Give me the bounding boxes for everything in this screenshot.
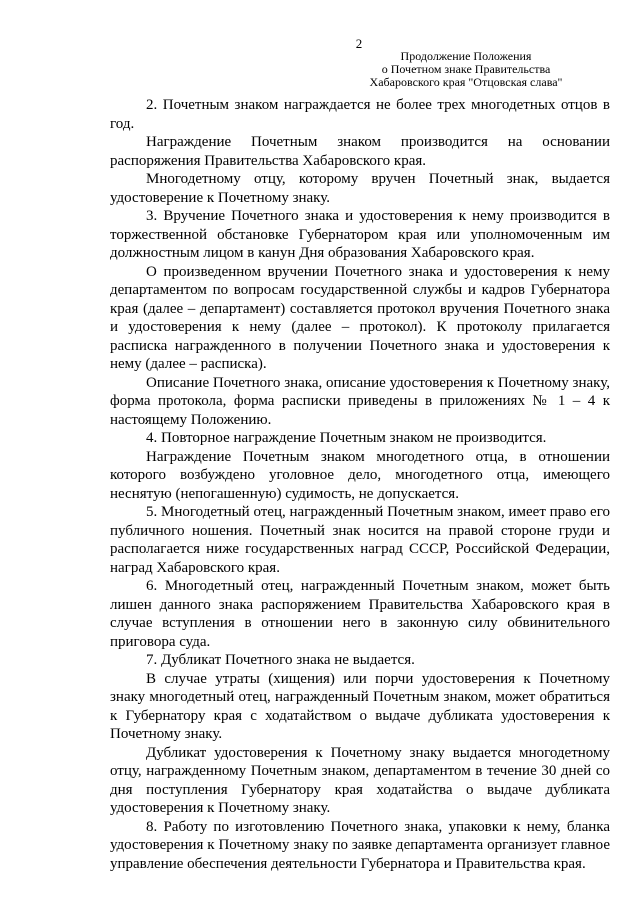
header-line-3: Хабаровского края "Отцовская слава" [369,75,563,89]
paragraph-certificate: Многодетному отцу, которому вручен Почетный знак, выдается удостоверение к Почетному знаку. [110,171,610,206]
header-line-2: о Почетном знаке Правительства [381,62,551,76]
paragraph-5-wearing: 5. Многодетный отец, награжденный Почетным знаком, имеет право его публичного ношения. Почетный знак носится на правой стороне груди и располагается ниже государственных наград СССР, Российской Федерации, наград Хабаровского края. [110,504,610,576]
paragraph-protocol: О произведенном вручении Почетного знака и удостоверения к нему департаментом по вопросам государственной службы и кадров Губернатора края (далее – департамент) составляется протокол вручения Почетного знака и удостоверения к нему (далее – протокол). К протоколу прилагается расписка награжденного в получении Почетного знака и удостоверения к нему (далее – расписка). [110,263,610,372]
header-line-1: Продолжение Положения [400,49,532,63]
paragraph-loss-of-certificate: В случае утраты (хищения) или порчи удостоверения к Почетному знаку многодетный отец, награжденный Почетным знаком, может обратиться к Губернатору края с ходатайством о выдаче дубликата удостоверения к Почетному знаку. [110,670,610,742]
paragraph-6-deprivation: 6. Многодетный отец, награжденный Почетным знаком, может быть лишен данного знака распоряжением Правительства Хабаровского края в случае вступления в отношении него в законную силу обвинительного приговора суда. [110,578,610,650]
paragraph-7-no-duplicate: 7. Дубликат Почетного знака не выдается. [146,652,415,668]
paragraph-4-no-repeat: 4. Повторное награждение Почетным знаком не производится. [146,430,547,446]
paragraph-annexes: Описание Почетного знака, описание удостоверения к Почетному знаку, форма протокола, форма расписки приведены в приложениях № 1 – 4 к настоящему Положению. [110,374,610,428]
paragraph-3-presentation: 3. Вручение Почетного знака и удостоверения к нему производится в торжественной обстановке Губернатором края или уполномоченным им должностным лицом в канун Дня образования Хабаровского края. [110,208,610,261]
paragraph-2-limit: 2. Почетным знаком награждается не более трех многодетных отцов в год. [110,97,610,132]
document-header [330,50,602,89]
paragraph-criminal-restriction: Награждение Почетным знаком многодетного отца, в отношении которого возбуждено уголовное дело, многодетного отца, имеющего неснятую (непогашенную) судимость, не допускается. [110,448,610,502]
paragraph-duplicate-certificate: Дубликат удостоверения к Почетному знаку выдается многодетному отцу, награжденному Почетным знаком, департаментом в течение 30 дней со дня поступления Губернатору края ходатайства о выдаче дубликата удостоверения к Почетному знаку. [110,744,610,816]
page-number: 2 [355,36,363,51]
paragraph-8-manufacturing: 8. Работу по изготовлению Почетного знака, упаковки к нему, бланка удостоверения к Почетному знаку по заявке департамента организует главное управление обеспечения деятельности Губернатора и Правительства края. [110,818,610,872]
document-body [110,96,610,873]
paragraph-award-basis: Награждение Почетным знаком производится на основании распоряжения Правительства Хабаровского края. [110,134,610,169]
